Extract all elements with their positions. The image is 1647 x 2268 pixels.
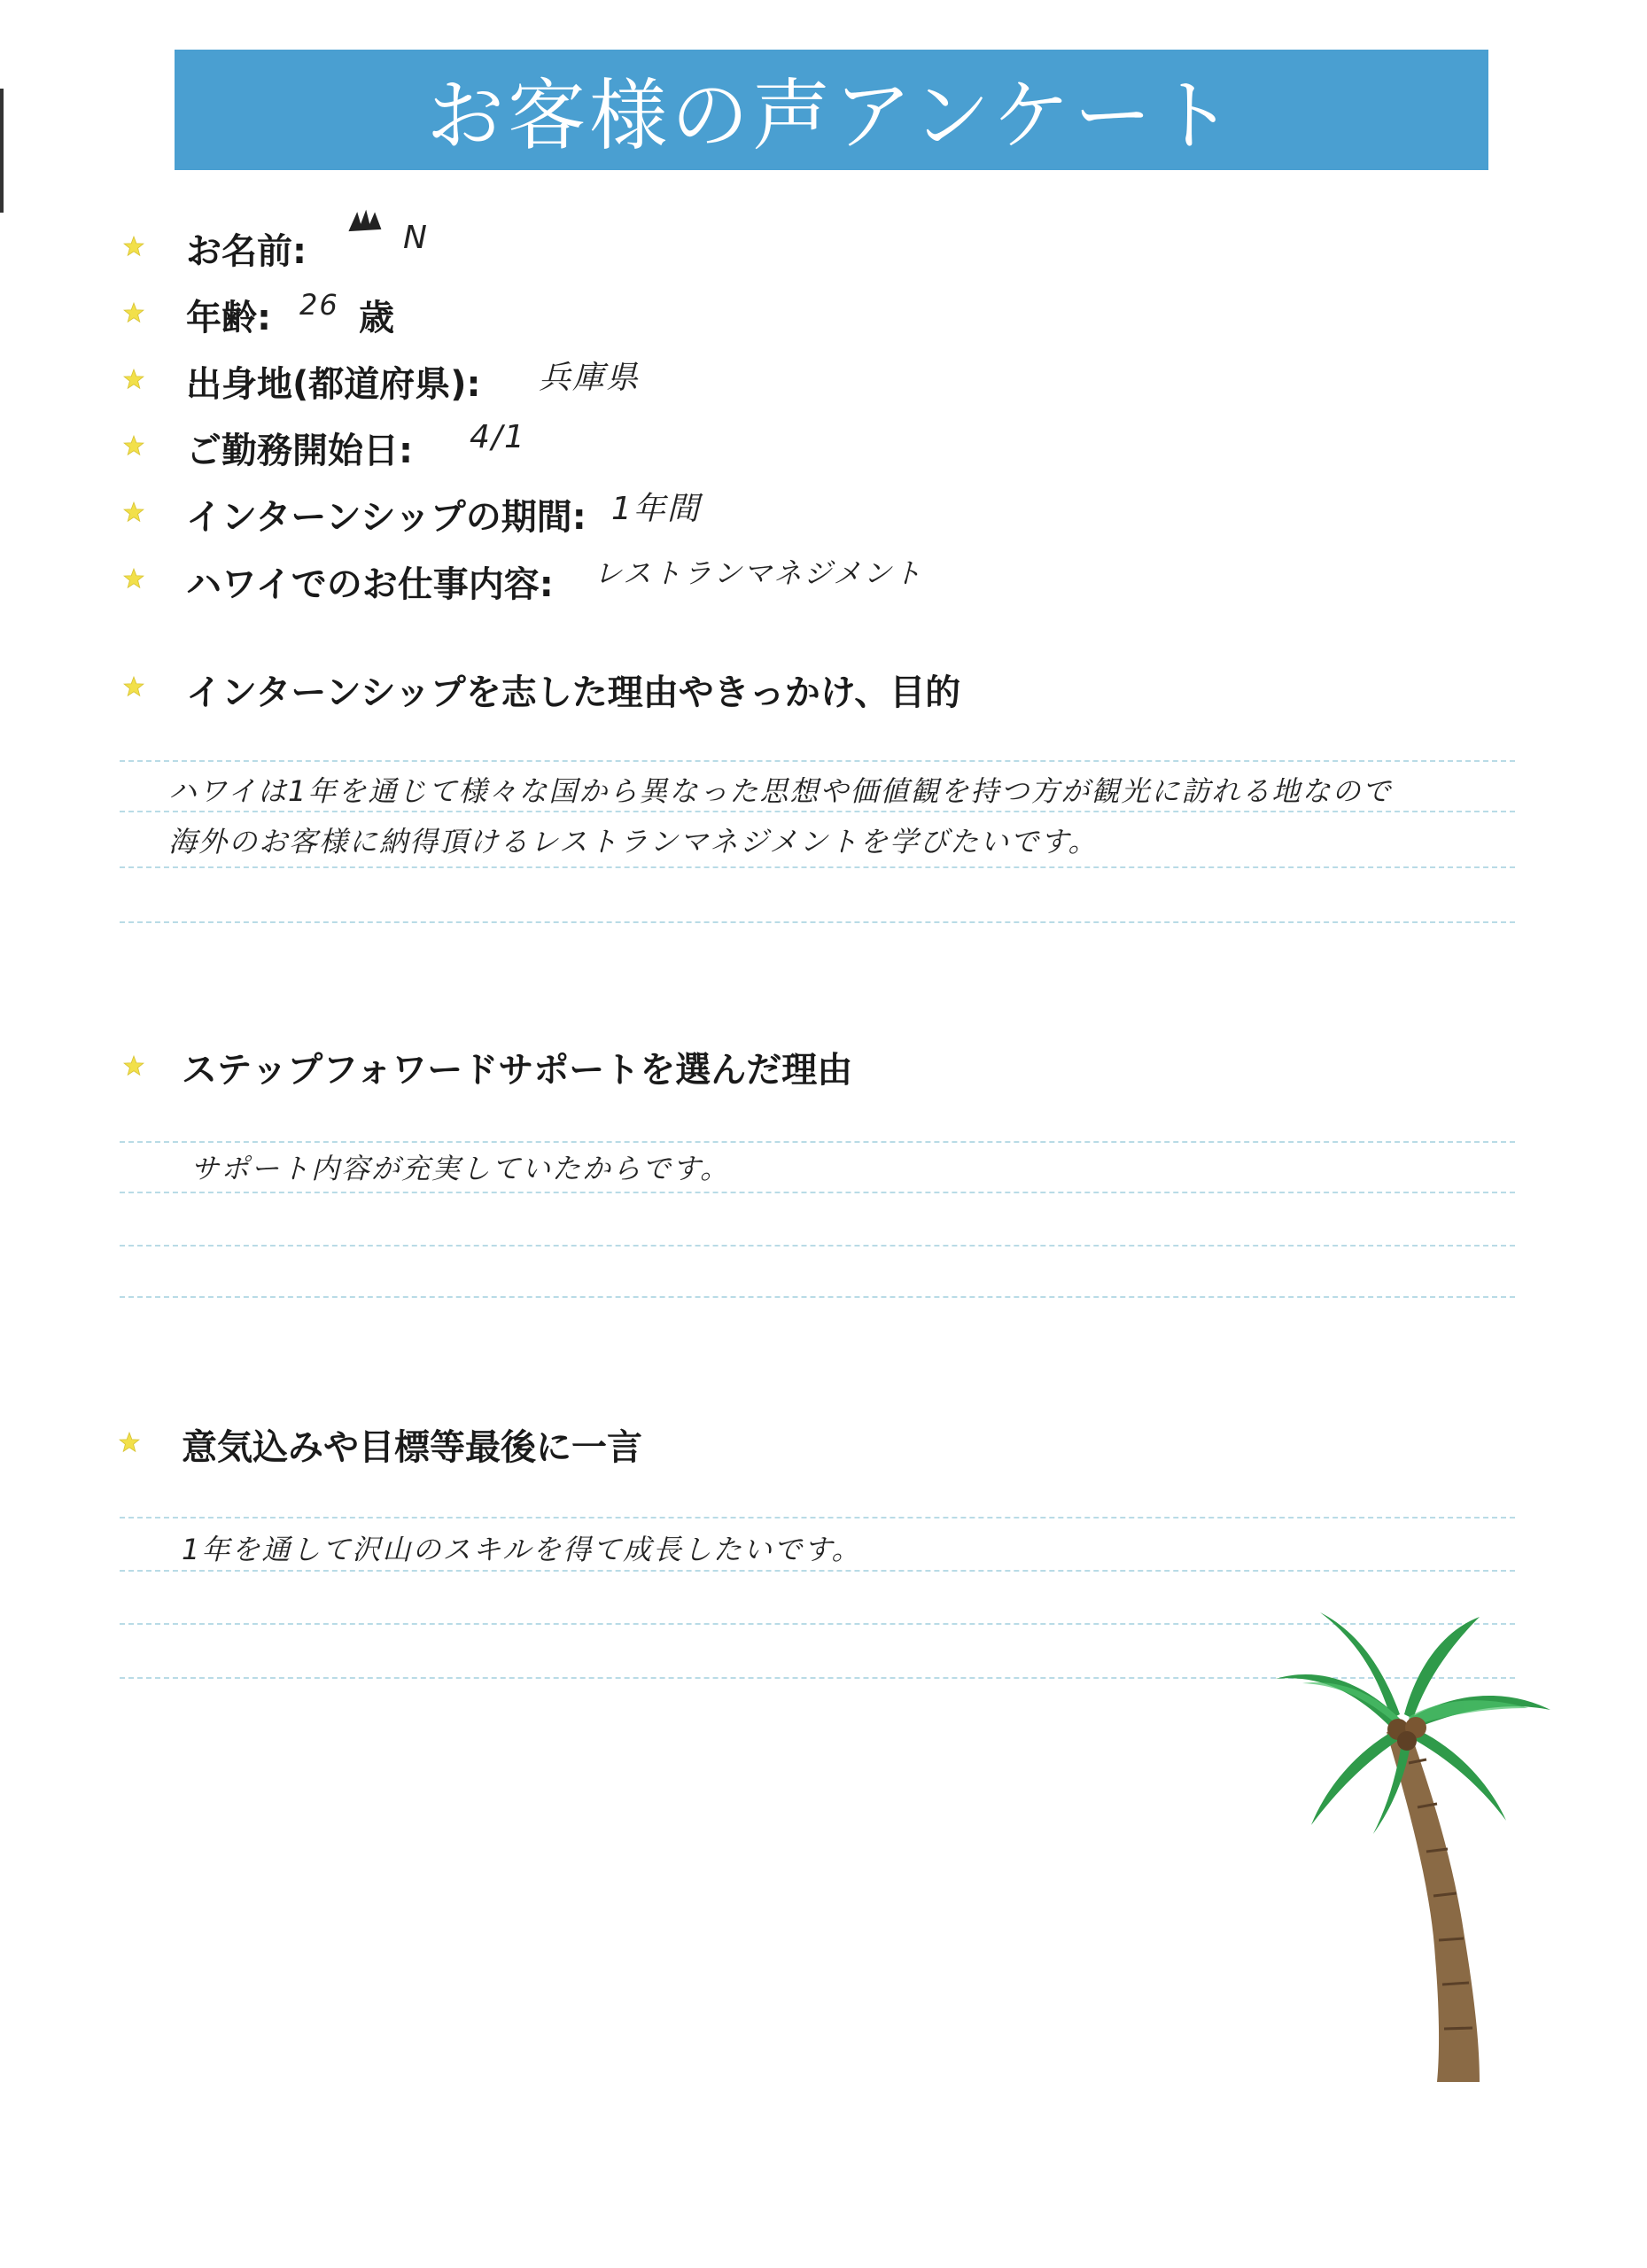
writing-line bbox=[120, 1570, 1515, 1572]
writing-line bbox=[120, 760, 1515, 762]
final-words-answer-line1: 1年を通して沢山のスキルを得て成長したいです。 bbox=[182, 1533, 862, 1566]
start-date-value: 4/1 bbox=[470, 419, 526, 455]
name-value: N bbox=[403, 220, 429, 256]
star-icon bbox=[122, 1054, 145, 1077]
palm-tree-illustration bbox=[1267, 1604, 1577, 2091]
job-label: ハワイでのお仕事内容: bbox=[186, 564, 554, 605]
star-icon bbox=[122, 501, 145, 524]
age-unit: 歳 bbox=[359, 298, 394, 338]
title-banner bbox=[175, 50, 1488, 170]
scan-edge-mark bbox=[0, 89, 4, 213]
writing-line bbox=[120, 1296, 1515, 1298]
name-label: お名前: bbox=[186, 231, 307, 272]
reason-answer-line2: 海外のお客様に納得頂けるレストランマネジメントを学びたいです。 bbox=[168, 825, 1099, 858]
star-icon bbox=[122, 368, 145, 391]
job-value: レストランマネジメント bbox=[594, 556, 924, 590]
age-value: 26 bbox=[299, 288, 339, 322]
writing-line bbox=[120, 1517, 1515, 1518]
hometown-value: 兵庫県 bbox=[539, 360, 641, 396]
age-label: 年齢: bbox=[186, 298, 271, 338]
star-icon bbox=[122, 567, 145, 590]
star-icon bbox=[122, 675, 145, 698]
star-icon bbox=[118, 1431, 141, 1454]
star-icon bbox=[122, 434, 145, 457]
section-heading-final-words: 意気込みや目標等最後に一言 bbox=[182, 1427, 642, 1468]
section-heading-reason: インターンシップを志した理由やきっかけ、目的 bbox=[186, 672, 961, 713]
hometown-label: 出身地(都道府県): bbox=[186, 364, 481, 405]
reason-answer-line1: ハワイは1年を通じて様々な国から異なった思想や価値観を持つ方が観光に訪れる地なので bbox=[168, 774, 1393, 808]
writing-line bbox=[120, 921, 1515, 923]
star-icon bbox=[122, 301, 145, 324]
period-label: インターンシップの期間: bbox=[186, 497, 587, 538]
page-title: お客様の声アンケート bbox=[426, 70, 1237, 161]
scribble-mark bbox=[348, 209, 384, 236]
section-heading-why-stepforward: ステップフォワードサポートを選んだ理由 bbox=[182, 1050, 853, 1091]
writing-line bbox=[120, 1141, 1515, 1143]
writing-line bbox=[120, 1245, 1515, 1247]
why-stepforward-answer-line1: サポート内容が充実していたからです。 bbox=[190, 1152, 731, 1185]
period-value: 1年間 bbox=[611, 491, 701, 527]
star-icon bbox=[122, 235, 145, 258]
writing-line bbox=[120, 866, 1515, 868]
writing-line bbox=[120, 1192, 1515, 1193]
writing-line bbox=[120, 811, 1515, 812]
start-date-label: ご勤務開始日: bbox=[186, 431, 413, 471]
